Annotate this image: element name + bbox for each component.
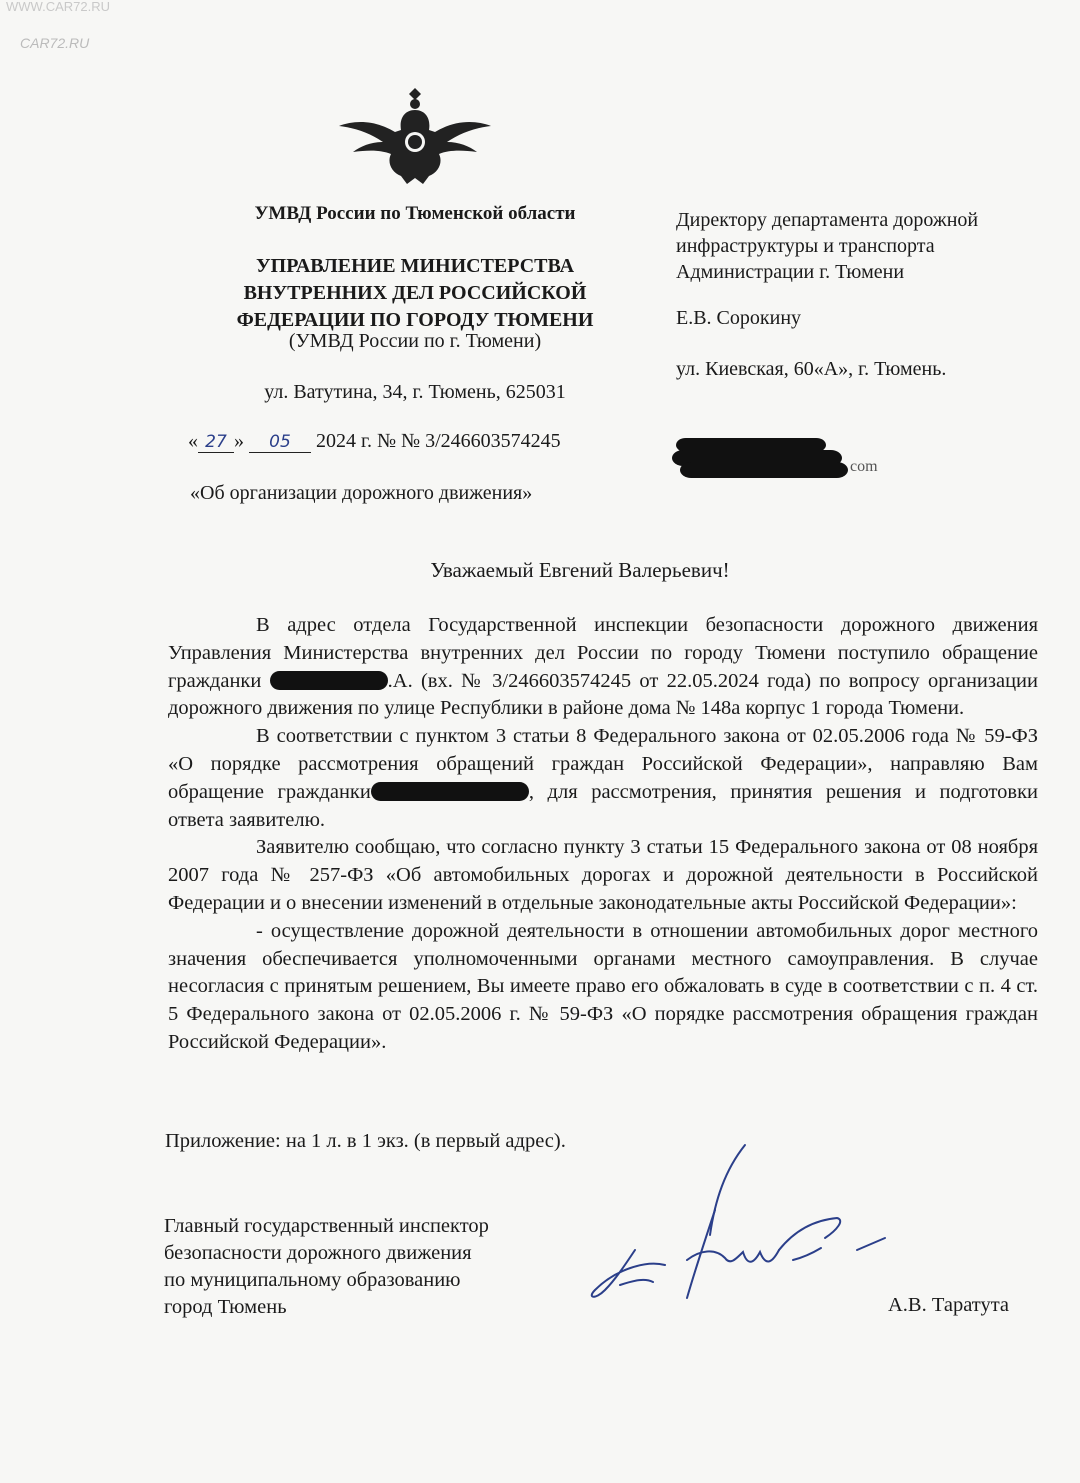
redaction-mark (680, 462, 848, 478)
body-paragraph: Заявителю сообщаю, что согласно пункту 3 статьи 15 Федерального закона от 08 ноября 2007 года № 257-ФЗ «Об автомобильных дорогах и дорожной деятельности в Российской Федерации и о внесении изменений в отдельные законодательные акты Российской Федерации»: (168, 836, 1038, 914)
attachment-note: Приложение: на 1 л. в 1 экз. (в первый адрес). (165, 1130, 566, 1152)
org-full-line: ФЕДЕРАЦИИ ПО ГОРОДУ ТЮМЕНИ (236, 309, 594, 331)
signer-title-line: город Тюмень (164, 1296, 287, 1318)
date-open-quote: « (188, 430, 198, 452)
watermark-site: WWW.CAR72.RU (6, 0, 110, 14)
date-close-quote: » (234, 430, 244, 452)
org-full-line: УПРАВЛЕНИЕ МИНИСТЕРСТВА (255, 255, 575, 277)
double-headed-eagle-emblem-icon (335, 80, 495, 190)
body-paragraph: В адрес отдела Государственной инспекции безопасности дорожного движения Управления Министерства внутренних дел России по городу Тюмени поступило обращение гражданки .А. (вх. № 3/246603574245 от 22.05.2024 года) по вопросу организации дорожного движения по улице Республики в районе дома № 148а корпус 1 города Тюмени. (168, 614, 1038, 720)
recipient-line: Администрации г. Тюмени (676, 261, 905, 283)
handwritten-signature (575, 1140, 915, 1320)
org-abbreviation: (УМВД России по г. Тюмени) (288, 330, 542, 352)
recipient-line: Директору департамента дорожной (676, 209, 979, 231)
redacted-email (672, 432, 902, 484)
year-and-reg-number: 2024 г. № № 3/246603574245 (316, 430, 561, 452)
watermark (6, 0, 110, 50)
email-visible-tail: com (850, 458, 878, 475)
redacted-name (270, 671, 388, 690)
org-address: ул. Ватутина, 34, г. Тюмень, 625031 (264, 381, 566, 403)
recipient-line: инфраструктуры и транспорта (676, 235, 935, 257)
watermark-logo: CAR72.RU (20, 35, 90, 51)
recipient-name: Е.В. Сорокину (676, 307, 802, 329)
recipient-position (676, 207, 978, 285)
org-full-name (150, 253, 680, 334)
signer-title (164, 1213, 489, 1321)
signer-name: А.В. Таратута (888, 1294, 1010, 1316)
letter-body (168, 612, 1038, 1057)
signer-title-line: по муниципальному образованию (164, 1269, 461, 1291)
handwritten-day: 27 (198, 432, 234, 453)
body-paragraph: - осуществление дорожной деятельности в отношении автомобильных дорог местного значения обеспечивается уполномоченными органами местного самоуправления. В случае несогласия с принятым решением, Вы имеете право его обжаловать в суде в соответствии с п. 4 ст. 5 Федерального закона от 02.05.2006 г. № 59-ФЗ «О порядке рассмотрения обращения граждан Российской Федерации». (168, 919, 1038, 1053)
signer-title-line: Главный государственный инспектор (164, 1215, 489, 1237)
redacted-name (371, 782, 529, 801)
org-full-line: ВНУТРЕННИХ ДЕЛ РОССИЙСКОЙ (243, 282, 587, 304)
greeting: Уважаемый Евгений Валерьевич! (430, 558, 730, 582)
date-and-number-line (188, 430, 561, 453)
body-paragraph: В соответствии с пунктом 3 статьи 8 Федерального закона от 02.05.2006 года № 59-ФЗ «О порядке рассмотрения обращений граждан Российской Федерации», направляю Вам обращение гражданки , для рассмотрения, принятия решения и подготовки ответа заявителю. (168, 725, 1039, 831)
org-short-name: УМВД России по Тюменской области (254, 203, 576, 224)
handwritten-month: 05 (249, 432, 311, 453)
signer-title-line: безопасности дорожного движения (164, 1242, 472, 1264)
recipient-address: ул. Киевская, 60«А», г. Тюмень. (676, 358, 947, 380)
letter-subject: «Об организации дорожного движения» (190, 482, 533, 504)
